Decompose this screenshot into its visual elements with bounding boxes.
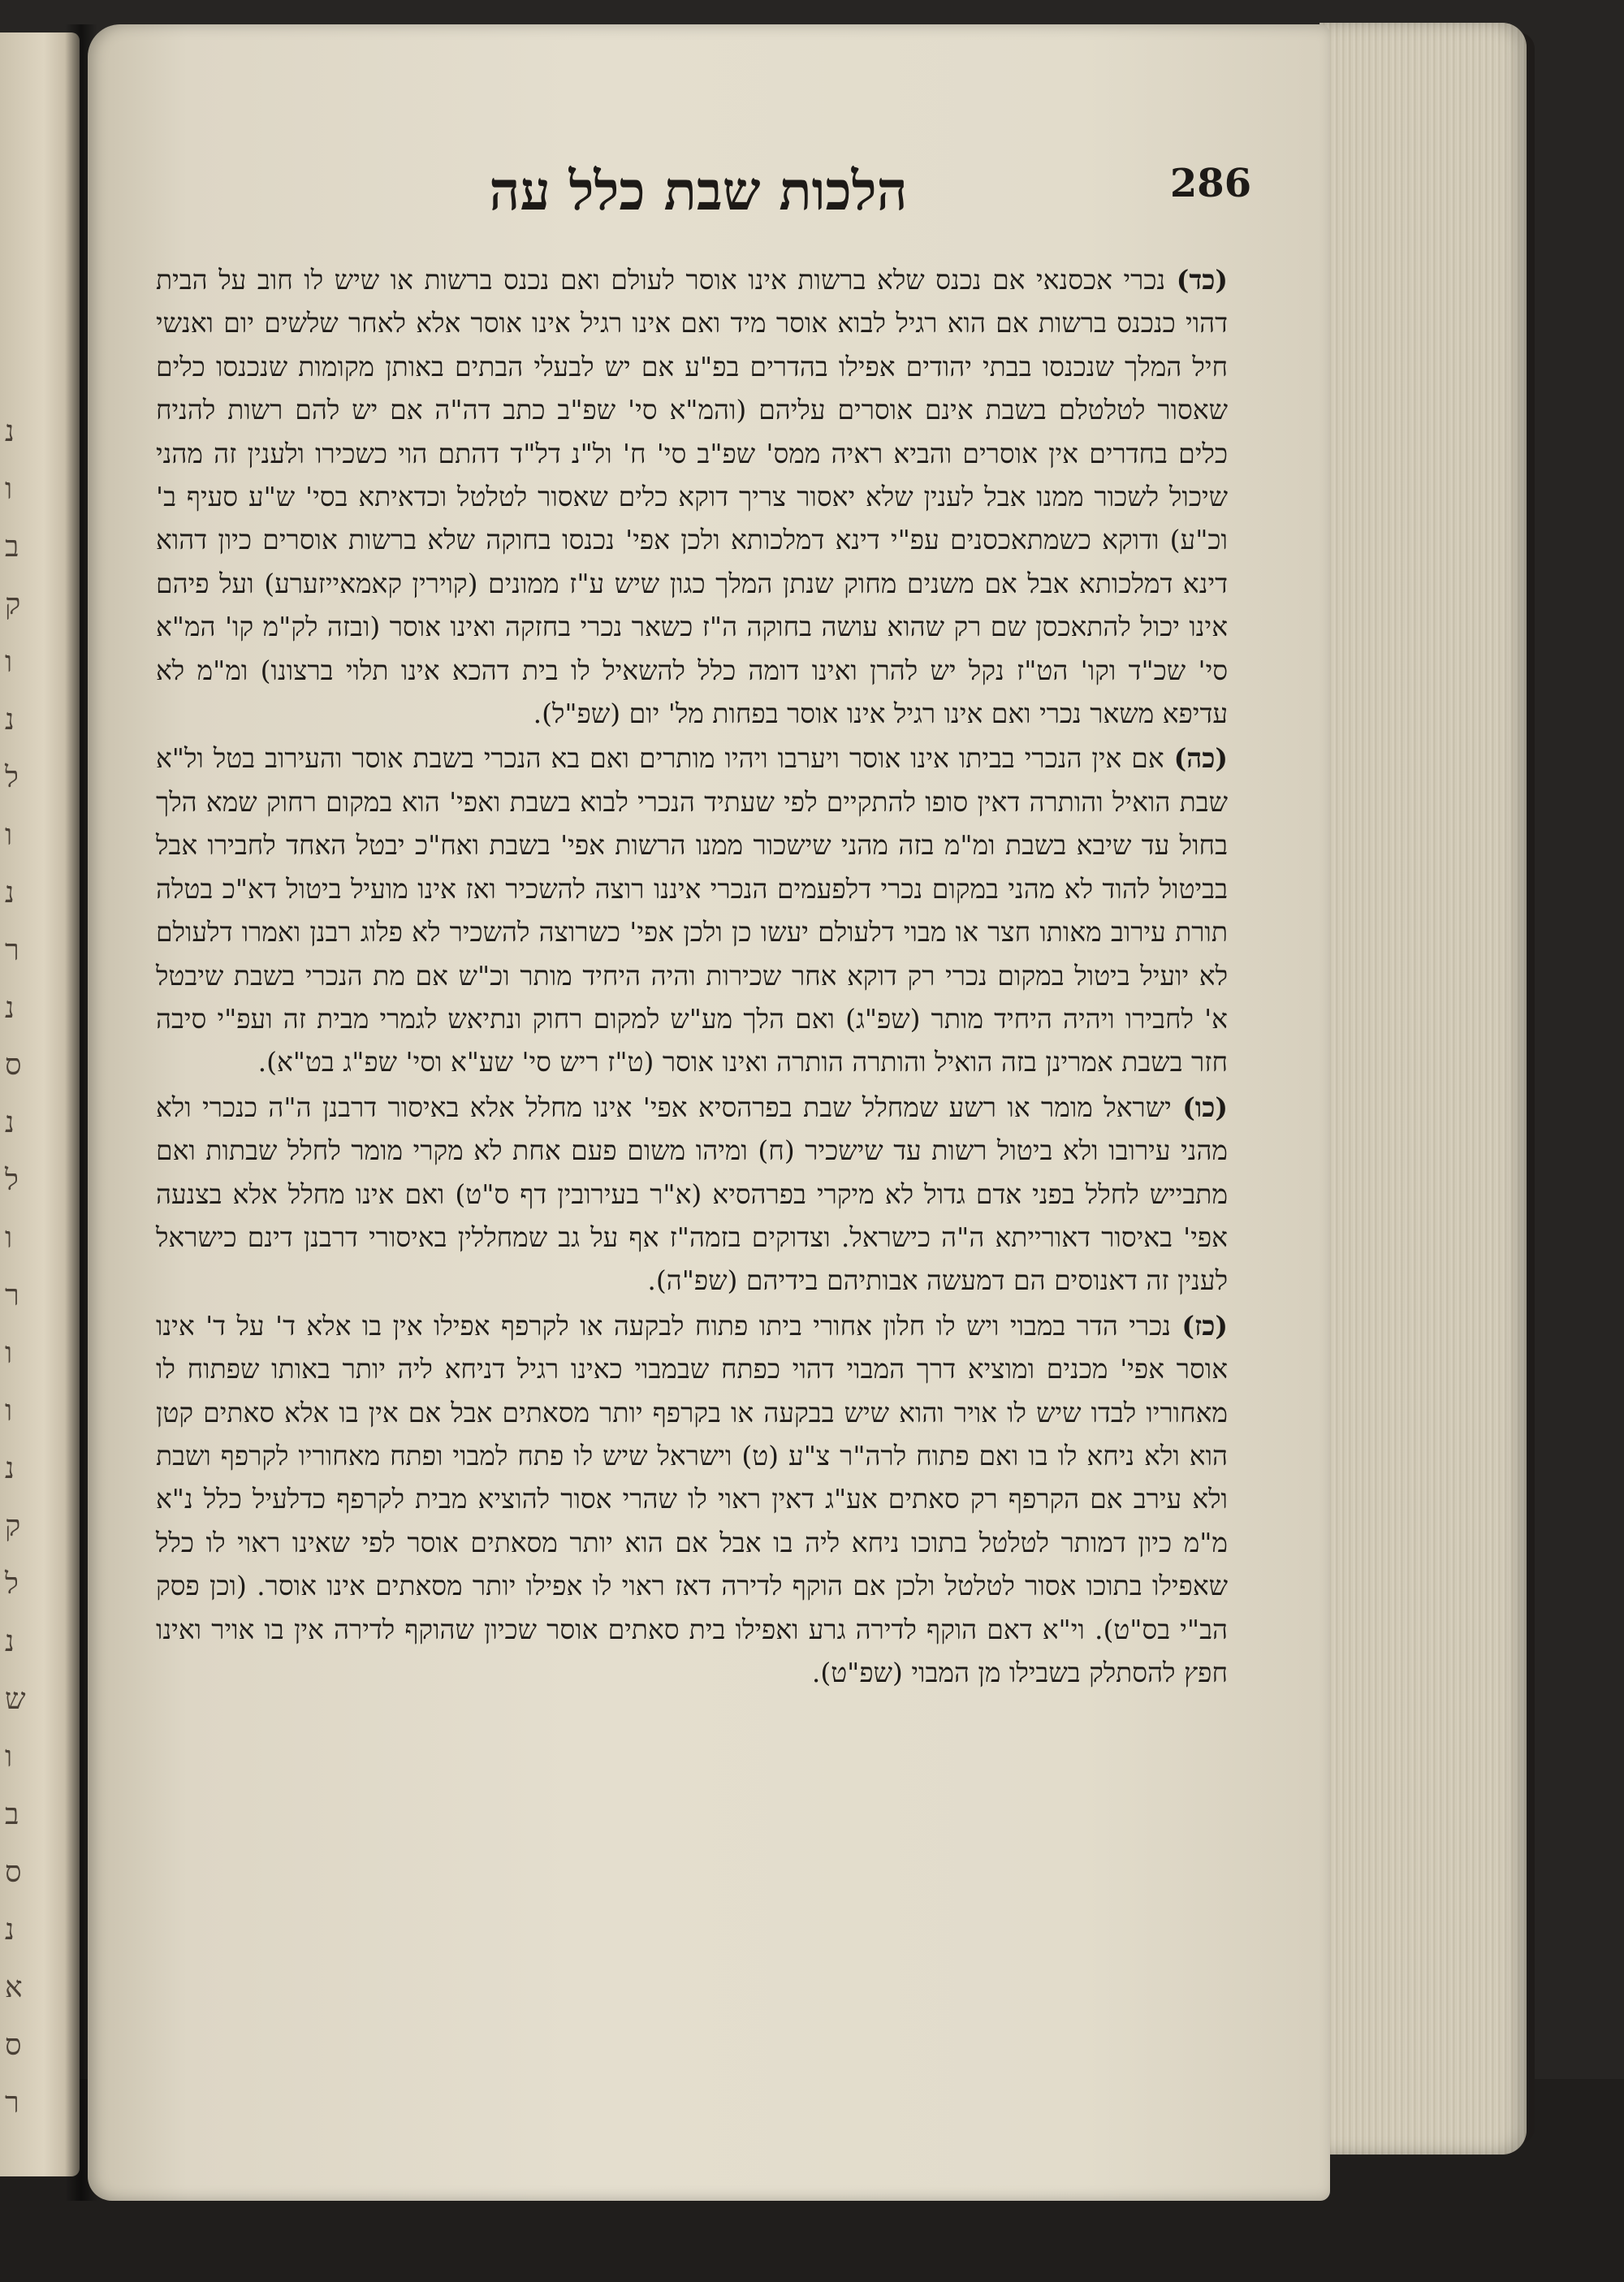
- left-page-fragment: נ: [5, 1106, 15, 1140]
- left-page-fragment: נ: [5, 1625, 15, 1659]
- left-page-fragments: [5, 414, 37, 2120]
- paragraph: [156, 1304, 1228, 1695]
- left-page-fragment: נ: [5, 702, 15, 737]
- left-page-fragment: ו: [5, 1740, 13, 1774]
- left-page-fragment: ר: [5, 933, 19, 967]
- body-text: [156, 258, 1228, 1694]
- paragraph-marker: (כד): [1176, 264, 1228, 296]
- paragraph-text: אם אין הנכרי בביתו אינו אוסר ויערבו ויהיו מותרים ואם בא הנכרי בשבת אוסר והעירוב בטל ול"א שבת הואיל והותרה דאין סופו להתקיים לפי שעתיד הנכרי לבוא בשבת ואפי' הוא במקום רחוק שמא הלך בחול עד שיבא בשבת ומ"מ בזה מהני שישכור ממנו הרשות אפי' בשבת ואח"כ יבטל האחד לחבירו אבל בביטול להוד לא מהני במקום נכרי דלפעמים הנכרי איננו רוצה להשכיר ואז אינו מועיל ביטול דא"כ בטלה תורת עירוב מאותו חצר או מבוי דלעולם יעשו כן ולכן אפי' כשרוצה להשכיר לא פלוג רבנן ואמרו דלעולם לא יועיל ביטול במקום נכרי רק דוקא אחר שכירות והיה היחיד מותר וכ"ש אם מת הנכרי בשבת שיבטל א' לחבירו ויהיה היחיד מותר (שפ"ג) ואם הלך מע"ש למקום רחוק ונתיאש לגמרי מבית זה ועפ"י סיבה חזר בשבת אמרינן בזה הואיל והותרה הותרה ואינו אוסר (ט"ז ריש סי' שע"א וסי' שפ"ג בט"א).: [156, 742, 1228, 1078]
- left-page-fragment: ו: [5, 1337, 13, 1371]
- paragraph-marker: (כו): [1182, 1091, 1228, 1123]
- left-page-fragment: ס: [5, 2028, 22, 2062]
- left-page-fragment: נ: [5, 1912, 15, 1947]
- left-page-fragment: ו: [5, 818, 13, 852]
- left-page-fragment: ק: [5, 587, 21, 621]
- left-page-fragment: נ: [5, 991, 15, 1025]
- left-page-fragment: ו: [5, 472, 13, 506]
- paragraph: [156, 258, 1228, 735]
- running-title: הלכות שבת כלל עה: [489, 159, 908, 223]
- left-page-fragment: ל: [5, 760, 19, 794]
- paragraph-text: נכרי אכסנאי אם נכנס שלא ברשות אינו אוסר לעולם ואם נכנס ברשות או שיש לו חוב על הבית דהוי כנכנס ברשות אם הוא רגיל לבוא אוסר מיד ואם אינו רגיל אינו אוסר אלא לאחר שלשים יום ואנשי חיל המלך שנכנסו בבתי יהודים אפילו בהדרים בפ"ע אם יש לבעלי הבתים באותן מקומות שנכנסו כלים שאסור לטלטלם בשבת אינם אוסרים עליהם (והמ"א סי' שפ"ב כתב דה"ה אם יש להם רשות להניח כלים בחדרים אין אוסרים והביא ראיה ממס' שפ"ב סי' ח' ול"נ דל"ד דהתם הוי כשכירו ולענין זה מהני שיכול לשכור ממנו אבל לענין שלא יאסור צריך דוקא כלים שאסור לטלטל וכדאיתא בסי' ש"ע סעיף ב' וכ"ע) ודוקא כשמתאכסנים עפ"י דינא דמלכותא ולכן אפי' נכנסו בחוקה שלא ברשות אוסרים כיון דהוא דינא דמלכותא אבל אם משנים מחוק שנתן המלך כגון שיש ע"ז ממונים (קוירין קאמאייזערע) ועל פיהם אינו יכול להתאכסן שם רק שהוא עושה בחוקה ה"ז כשאר נכרי בחזקה ואינו אוסר (ובזה לק"מ קו' המ"א סי' שכ"ד וקו' הט"ז נקל יש להרן ואינו דומה כלל להשאיל לו בית דהכא אינו תלוי ברצונו) ומ"מ לא עדיפא משאר נכרי ואם אינו רגיל אינו אוסר בפחות מל' יום (שפ"ל).: [156, 264, 1228, 730]
- left-page-fragment: ס: [5, 1048, 22, 1083]
- left-page-fragment: נ: [5, 415, 15, 448]
- paragraph-marker: (כז): [1181, 1309, 1228, 1342]
- left-page-fragment: ק: [5, 1510, 21, 1544]
- left-page-fragment: ר: [5, 2085, 19, 2120]
- left-page-fragment: ו: [5, 645, 13, 679]
- paragraph-marker: (כה): [1173, 742, 1228, 775]
- left-page-fragment: נ: [5, 875, 15, 910]
- left-page-fragment: נ: [5, 1452, 15, 1486]
- left-page-fragment: ו: [5, 1394, 13, 1428]
- left-page-fragment: ו: [5, 1221, 13, 1256]
- left-page-fragment: ל: [5, 1164, 19, 1198]
- paragraph-text: נכרי הדר במבוי ויש לו חלון אחורי ביתו פתוח לבקעה או לקרפף אפילו אין בו אלא ד' על ד' אינו אוסר אפי' מכנים ומוציא דרך המבוי דהוי כפתח שבמבוי כאינו רגיל דניחא ליה יותר באותו שפתוח לו מאחוריו לבדו שיש לו אויר והוא שיש בבקעה או בקרפף יותר מסאתים אבל אם אין בו אלא סאתים קטן הוא ולא ניחא לו בו ואם פתוח לרה"ר צ"ע (ט) וישראל שיש לו פתח למבוי ופתח מאחוריו לקרפף ושבת ולא עירב אם הקרפף רק סאתים אע"ג דאין ראוי לו שהרי אסור להוציא מבית לקרפף כדלעיל כלל נ"א מ"מ כיון דמותר לטלטל בתוכו ניחא ליה בו אבל אם הוא יותר מסאתים אוסר לפי שאינו ראוי לו כלל שאפילו בתוכו אסור לטלטל ולכן אם הוקף לדירה דאז ראוי לו אפילו יותר מסאתים אינו אוסר. (וכן פסק הב"י בס"ט). וי"א דאם הוקף לדירה גרע ואפילו בית סאתים אוסר שכיון שהוקף לדירה אין בו אויר ואינו חפץ להסתלק בשבילו מן המבוי (שפ"ט).: [156, 1309, 1228, 1688]
- page-fore-edge: [1320, 23, 1527, 2155]
- left-page-fragment: ב: [5, 529, 19, 564]
- left-page-fragment: ל: [5, 1567, 19, 1601]
- left-page-fragment: א: [5, 1970, 23, 2004]
- paragraph-text: ישראל מומר או רשע שמחלל שבת בפרהסיא אפי' אינו מחלל אלא באיסור דרבנן ה"ה כנכרי ולא מהני עירובו ולא ביטול רשות עד שישכיר (ח) ומיהו משום פעם אחת לא מקרי מומר לחלל שבתות ואם מתבייש לחלל בפני אדם גדול לא מיקרי בפרהסיא (א"ר בעירובין דף ס"ט) ואם אינו מחלל אלא בצנעה אפי' באיסור דאורייתא ה"ה כישראל. וצדוקים בזמה"ז אף על גב שמחללין באיסורי דרבנן דינם כישראל לענין זה דאנוסים הם דמעשה אבותיהם בידיהם (שפ"ה).: [156, 1091, 1228, 1297]
- paragraph: [156, 1086, 1228, 1303]
- page-number: 286: [1169, 161, 1252, 206]
- left-page-fragment: ר: [5, 1279, 19, 1313]
- left-page-fragment: ב: [5, 1797, 19, 1831]
- paragraph: [156, 737, 1228, 1083]
- left-page-fragment: ס: [5, 1855, 22, 1889]
- left-page-fragment: ש: [5, 1682, 26, 1716]
